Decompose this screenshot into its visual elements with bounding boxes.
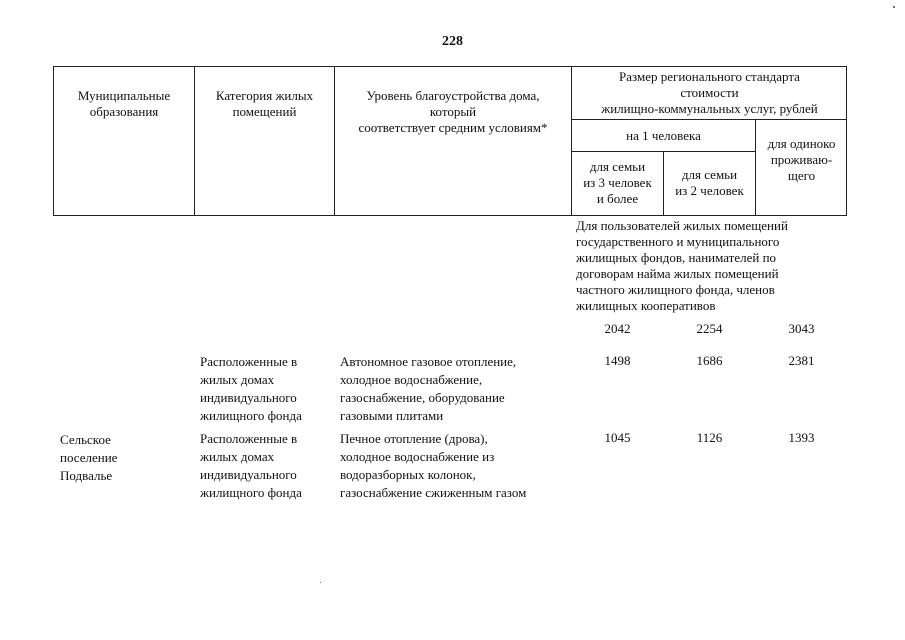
header-family-2: для семьи из 2 человек — [675, 167, 744, 198]
row-2-level: Печное отопление (дрова), холодное водоснабжение из водоразборных колонок, газоснабжение сжиженным газом — [340, 431, 527, 500]
table-right-border — [846, 66, 847, 216]
row-2-municipal: Сельское поселение Подвалье — [60, 432, 118, 483]
col-divider-5 — [755, 119, 756, 216]
table-bottom-border — [53, 215, 847, 216]
header-category: Категория жилых помещений — [215, 88, 314, 119]
col-divider-4 — [663, 151, 664, 216]
row-0-value-family-3: 2042 — [604, 321, 631, 336]
note-text: Для пользователей жилых помещений государственного и муниципального жилищных фондов, нанимателей по договорам найма жилых помещений частного жилищного фонда, членов жилищных кооперативов — [576, 218, 788, 313]
page-number: 228 — [442, 34, 463, 49]
row-2-value-family-2: 1126 — [696, 430, 723, 445]
header-size: Размер регионального стандарта стоимости жилищно-коммунальных услуг, рублей — [601, 69, 818, 116]
row-2-category: Расположенные в жилых домах индивидуального жилищного фонда — [200, 431, 302, 500]
header-single: для одиноко проживаю- щего — [767, 136, 836, 183]
row-1-level: Автономное газовое отопление, холодное водоснабжение, газоснабжение, оборудование газовыми плитами — [340, 354, 517, 423]
row-1-value-family-2: 1686 — [696, 353, 723, 368]
row-2-value-single: 1393 — [788, 430, 815, 445]
header-municipal: Муниципальные образования — [77, 88, 171, 119]
row-2-value-family-3: 1045 — [604, 430, 631, 445]
row-0-value-family-2: 2254 — [696, 321, 723, 336]
header-family-3: для семьи из 3 человек и более — [583, 159, 652, 206]
scan-speck — [893, 6, 895, 8]
row-1-value-single: 2381 — [788, 353, 815, 368]
size-subheader-divider — [571, 119, 847, 120]
row-1-value-family-3: 1498 — [604, 353, 631, 368]
header-per-person: на 1 человека — [626, 128, 701, 143]
col-divider-3 — [571, 66, 572, 216]
col-divider-2 — [334, 66, 335, 216]
col-divider-1 — [194, 66, 195, 216]
table-top-border — [53, 66, 847, 67]
header-level: Уровень благоустройства дома, который соответствует средним условиям* — [358, 88, 548, 135]
row-1-category: Расположенные в жилых домах индивидуального жилищного фонда — [200, 354, 302, 423]
row-0-value-single: 3043 — [788, 321, 815, 336]
scan-speck — [320, 582, 321, 583]
table-left-border — [53, 66, 54, 216]
